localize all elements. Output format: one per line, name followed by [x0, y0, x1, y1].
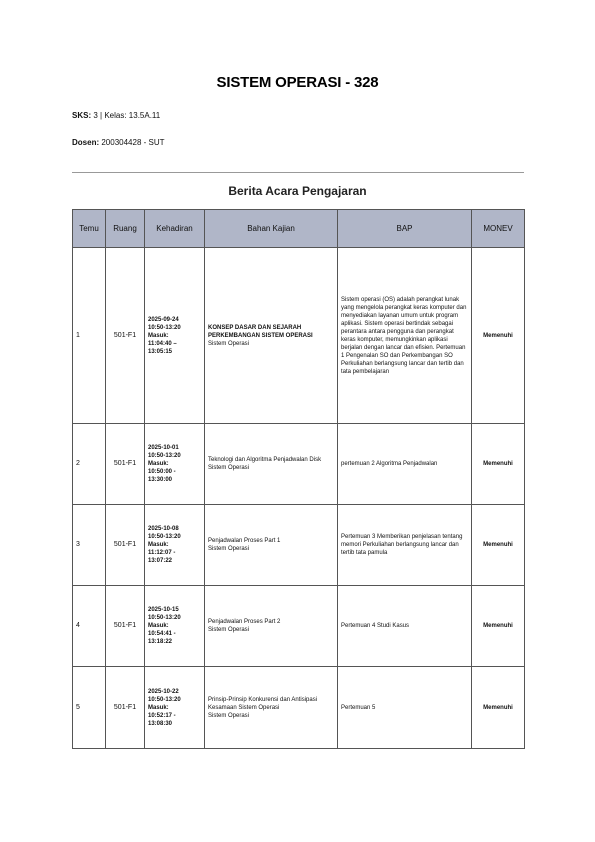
- section-title: Berita Acara Pengajaran: [228, 184, 367, 198]
- monev-cell: Memenuhi: [472, 248, 525, 424]
- ruang-cell: 501-F1: [106, 248, 145, 424]
- kehadiran-cell: 2025-09-24 10:50-13:20 Masuk: 11:04:40 – 13:05:15: [145, 248, 205, 424]
- table-row: [73, 424, 525, 505]
- bap-cell: Pertemuan 4 Studi Kasus: [338, 586, 472, 667]
- bap-cell: Sistem operasi (OS) adalah perangkat lunak yang mengelola perangkat keras komputer dan menyediakan layanan umum untuk program aplikasi. Sistem operasi bertindak sebagai perantara antara pengguna dan perangkat keras komputer, memungkinkan aplikasi berjalan dengan lancar dan efisien. Pertemuan 1 Pengenalan SO dan Perkembangan SO Perkuliahan berlangsung lancar dan tertib dan tata pembelajaran: [338, 248, 472, 424]
- monev-cell: Memenuhi: [472, 505, 525, 586]
- temu-cell: 5: [73, 667, 106, 749]
- kehadiran-cell: 2025-10-15 10:50-13:20 Masuk: 10:54:41 - 13:18:22: [145, 586, 205, 667]
- temu-cell: 2: [73, 424, 106, 505]
- bap-cell: pertemuan 2 Algoritma Penjadwalan: [338, 424, 472, 505]
- bap-cell: Pertemuan 3 Memberikan penjelasan tentang memori Perkuliahan berlangsung lancar dan tertib tata pamula: [338, 505, 472, 586]
- table-row: [73, 248, 525, 424]
- ruang-cell: 501-F1: [106, 505, 145, 586]
- monev-cell: Memenuhi: [472, 424, 525, 505]
- col-header-monev: MONEV: [472, 210, 525, 248]
- monev-cell: Memenuhi: [472, 667, 525, 749]
- col-header-ruang: Ruang: [106, 210, 145, 248]
- bahan-kajian-cell: Penjadwalan Proses Part 1 Sistem Operasi: [205, 505, 338, 586]
- col-header-bahan-kajian: Bahan Kajian: [205, 210, 338, 248]
- table-row: [73, 505, 525, 586]
- sks-label: SKS:: [72, 111, 92, 120]
- dosen-value: 200304428 - SUT: [101, 138, 165, 147]
- bahan-kajian-cell: Penjadwalan Proses Part 2 Sistem Operasi: [205, 586, 338, 667]
- sks-kelas-line: [72, 111, 160, 120]
- table-row: [73, 586, 525, 667]
- bahan-kajian-cell: Teknologi dan Algoritma Penjadwalan Disk Sistem Operasi: [205, 424, 338, 505]
- bahan-kajian-topic: KONSEP DASAR DAN SEJARAH PERKEMBANGAN SISTEM OPERASI: [208, 324, 313, 339]
- dosen-line: [72, 138, 165, 147]
- dosen-label: Dosen:: [72, 138, 100, 147]
- kehadiran-cell: 2025-10-08 10:50-13:20 Masuk: 11:12:07 - 13:07:22: [145, 505, 205, 586]
- ruang-cell: 501-F1: [106, 586, 145, 667]
- col-header-temu: Temu: [73, 210, 106, 248]
- ruang-cell: 501-F1: [106, 667, 145, 749]
- bahan-kajian-course: Sistem Operasi: [208, 340, 250, 347]
- temu-cell: 1: [73, 248, 106, 424]
- bap-cell: Pertemuan 5: [338, 667, 472, 749]
- kehadiran-cell: 2025-10-22 10:50-13:20 Masuk: 10:52:17 - 13:08:30: [145, 667, 205, 749]
- col-header-kehadiran: Kehadiran: [145, 210, 205, 248]
- table-row: [73, 667, 525, 749]
- col-header-bap: BAP: [338, 210, 472, 248]
- page-title: SISTEM OPERASI - 328: [216, 74, 379, 91]
- temu-cell: 4: [73, 586, 106, 667]
- temu-cell: 3: [73, 505, 106, 586]
- divider: [72, 172, 524, 173]
- kehadiran-cell: 2025-10-01 10:50-13:20 Masuk: 10:50:00 - 13:30:00: [145, 424, 205, 505]
- ruang-cell: 501-F1: [106, 424, 145, 505]
- table-header-row: [73, 210, 525, 248]
- bap-table: [72, 209, 525, 749]
- monev-cell: Memenuhi: [472, 586, 525, 667]
- bahan-kajian-cell: Prinsip-Prinsip Konkurensi dan Antisipasi Kesamaan Sistem Operasi Sistem Operasi: [205, 667, 338, 749]
- bahan-kajian-cell: [205, 248, 338, 424]
- sks-kelas-value: 3 | Kelas: 13.5A.11: [93, 111, 161, 120]
